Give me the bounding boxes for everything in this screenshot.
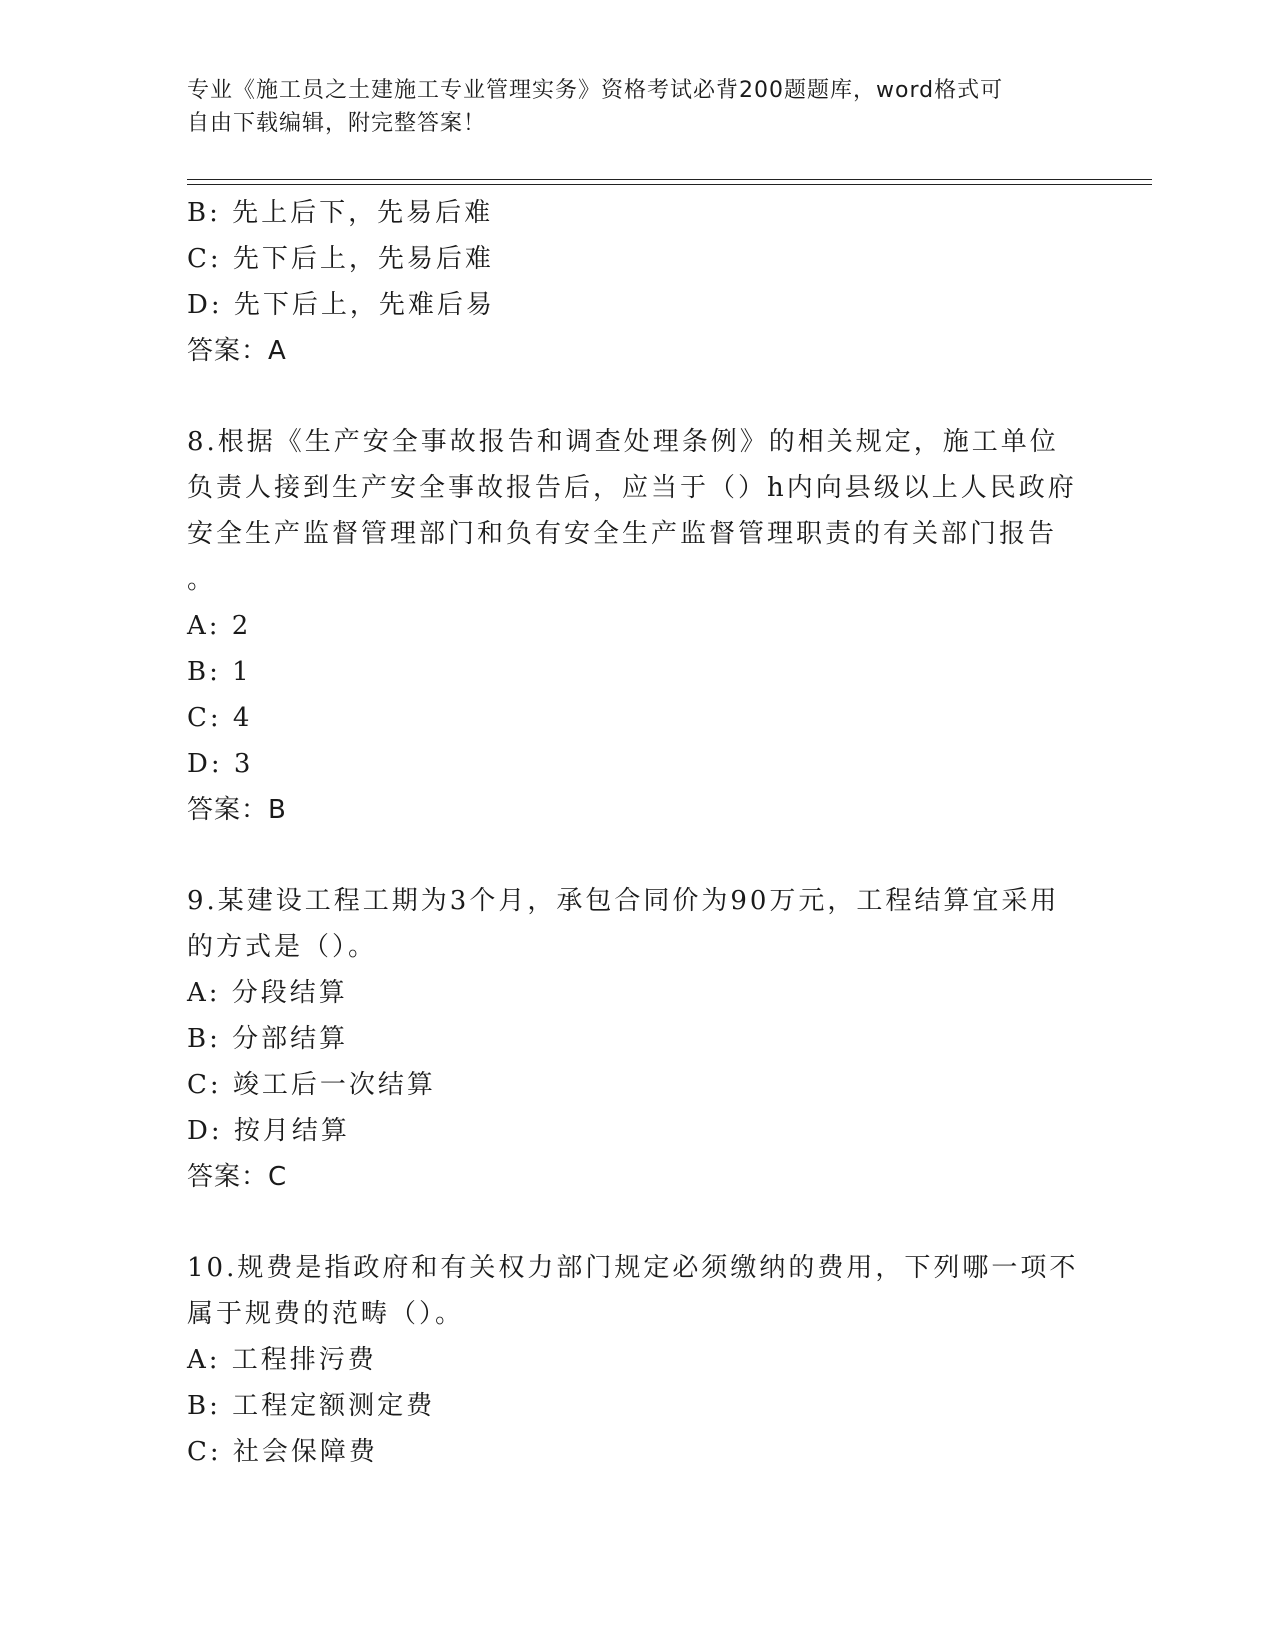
question-9 — [187, 878, 1087, 1200]
question-stem-line: 的方式是（）。 — [187, 932, 378, 962]
question-stem-line: 属于规费的范畴（）。 — [187, 1299, 465, 1329]
spacer — [187, 1200, 1087, 1245]
header-line-1: 专业《施工员之土建施工专业管理实务》资格考试必背200题题库，word格式可 — [187, 78, 1004, 103]
spacer — [187, 833, 1087, 878]
option-a: A: 工程排污费 — [187, 1345, 377, 1375]
question-7-continued — [187, 190, 1087, 374]
answer-line: 答案：A — [187, 336, 287, 366]
option-b: B: 工程定额测定费 — [187, 1391, 436, 1421]
question-content — [187, 190, 1087, 1475]
option-b: B: 先上后下，先易后难 — [187, 198, 494, 228]
spacer — [187, 374, 1087, 419]
option-c: C: 4 — [187, 703, 253, 733]
question-stem-line: 8.根据《生产安全事故报告和调查处理条例》的相关规定，施工单位 — [187, 427, 1059, 457]
option-a: A: 2 — [187, 611, 252, 641]
option-d: D: 3 — [187, 749, 254, 779]
option-d: D: 按月结算 — [187, 1116, 350, 1146]
header-divider-bottom — [187, 184, 1152, 185]
question-stem-line: 9.某建设工程工期为3个月，承包合同价为90万元，工程结算宜采用 — [187, 886, 1060, 916]
question-stem-line: 10.规费是指政府和有关权力部门规定必须缴纳的费用，下列哪一项不 — [187, 1253, 1079, 1283]
question-8 — [187, 419, 1087, 833]
header-line-2: 自由下载编辑，附完整答案！ — [187, 111, 487, 136]
header-divider-top — [187, 179, 1152, 180]
option-b: B: 1 — [187, 657, 252, 687]
option-c: C: 社会保障费 — [187, 1437, 378, 1467]
option-d: D: 先下后上，先难后易 — [187, 290, 495, 320]
question-stem-line: 。 — [187, 565, 217, 595]
option-c: C: 竣工后一次结算 — [187, 1070, 436, 1100]
answer-line: 答案：B — [187, 795, 287, 825]
question-stem-line: 负责人接到生产安全事故报告后，应当于（）h内向县级以上人民政府 — [187, 473, 1077, 503]
question-stem-line: 安全生产监督管理部门和负有安全生产监督管理职责的有关部门报告 — [187, 519, 1058, 549]
document-header — [187, 74, 1067, 140]
option-c: C: 先下后上，先易后难 — [187, 244, 494, 274]
question-10 — [187, 1245, 1087, 1475]
answer-line: 答案：C — [187, 1162, 288, 1192]
option-b: B: 分部结算 — [187, 1024, 349, 1054]
option-a: A: 分段结算 — [187, 978, 348, 1008]
